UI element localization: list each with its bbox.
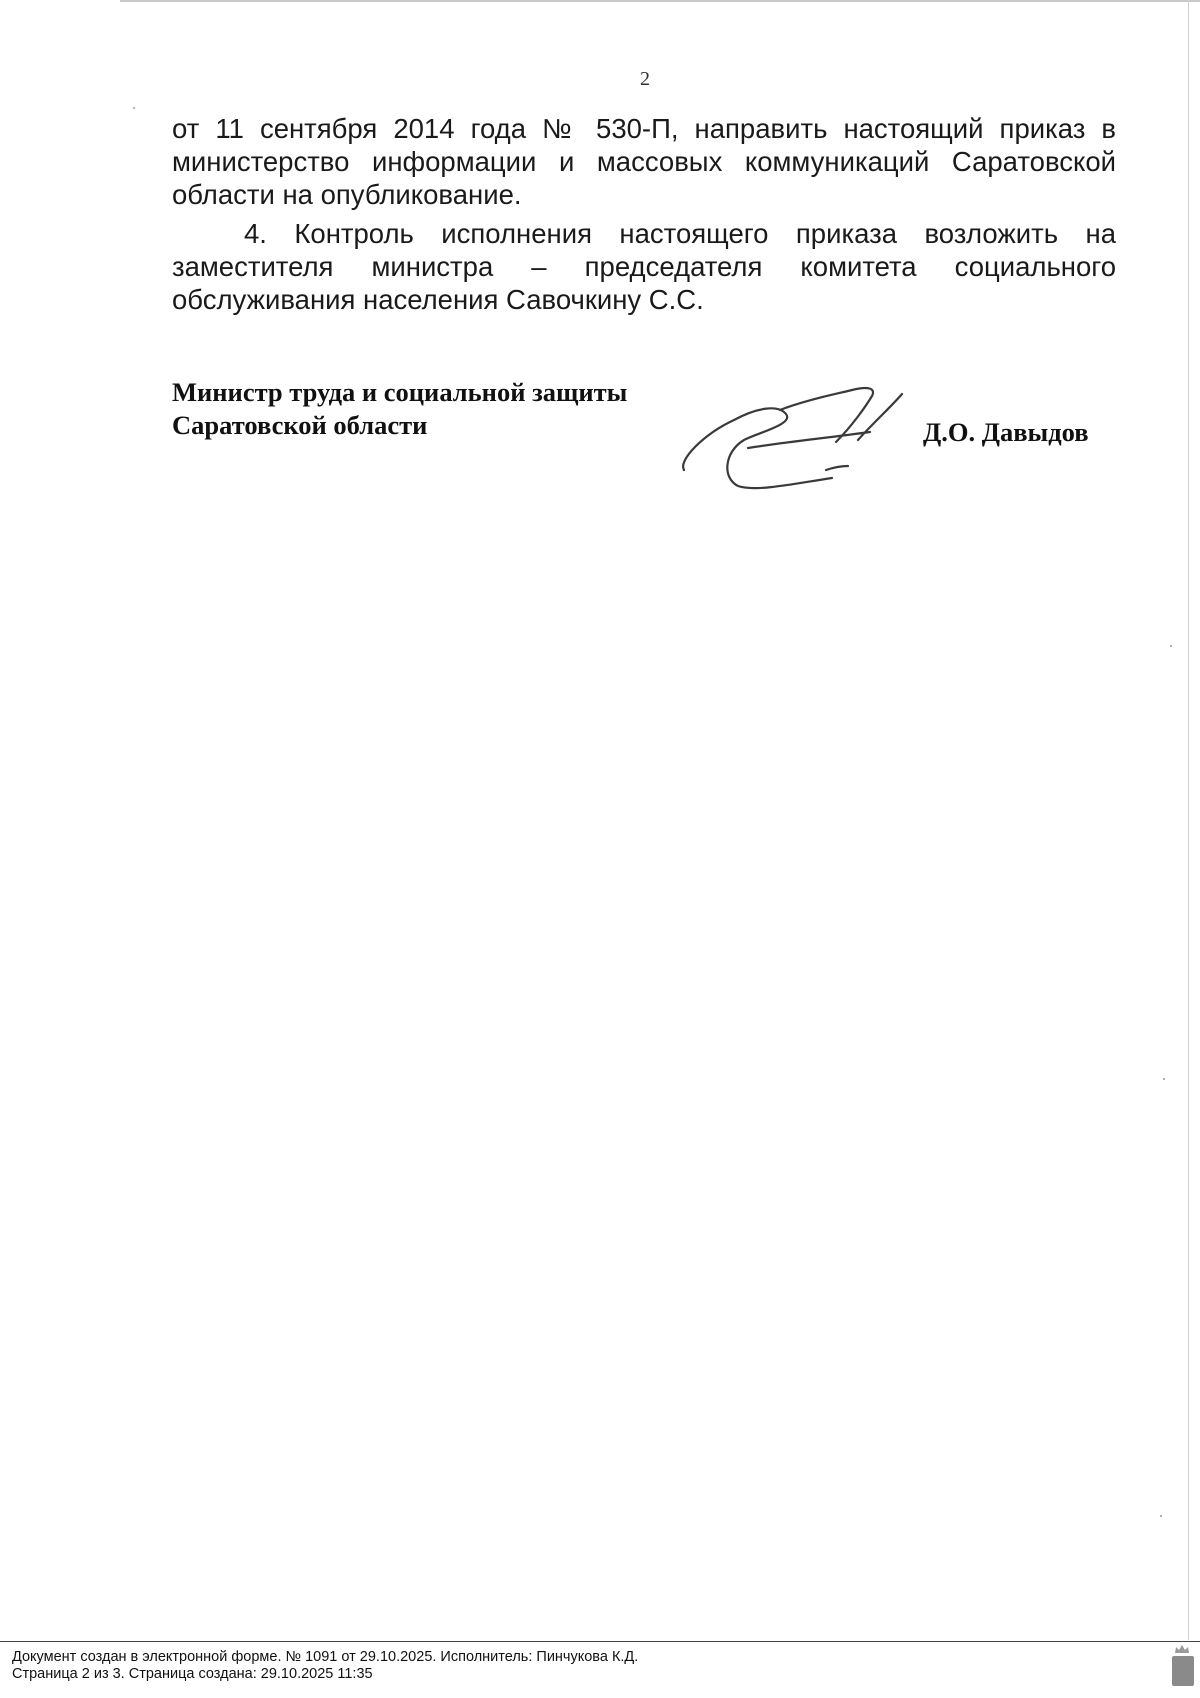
signatory-position-line-1: Министр труда и социальной защиты xyxy=(172,377,628,407)
footer-document-info: Документ создан в электронной форме. № 1091 от 29.10.2025. Исполнитель: Пинчукова К.Д. xyxy=(12,1649,639,1665)
scan-speck xyxy=(1170,645,1172,647)
document-stamp-icon xyxy=(1172,1656,1194,1686)
footer-page-info: Страница 2 из 3. Страница создана: 29.10.2025 11:35 xyxy=(12,1666,373,1682)
document-body xyxy=(172,112,1116,316)
signature-stroke-tail xyxy=(826,466,848,470)
signature-stroke-loop xyxy=(683,408,832,488)
signatory-name: Д.О. Давыдов xyxy=(923,417,1089,447)
footer-divider xyxy=(0,1641,1200,1642)
signatory-position xyxy=(172,376,627,442)
scan-speck xyxy=(1160,1515,1162,1517)
signature-stroke-bar xyxy=(748,432,870,448)
page-number: 2 xyxy=(640,68,650,90)
document-footer xyxy=(12,1649,638,1683)
signature-stroke-flourish xyxy=(858,394,902,440)
scan-speck xyxy=(1163,1078,1165,1080)
paragraph-control: 4. Контроль исполнения настоящего приказа возложить на заместителя министра – председателя комитета социального обслуживания населения Савочкину С.С. xyxy=(172,218,1116,315)
paragraph-publication: от 11 сентября 2014 года № 530-П, направить настоящий приказ в министерство информации и массовых коммуникаций Саратовской области на опубликование. xyxy=(172,113,1116,210)
signatory-position-line-2: Саратовской области xyxy=(172,410,428,440)
scan-speck xyxy=(133,107,135,109)
scan-right-edge xyxy=(1188,0,1189,1640)
coat-of-arms-icon xyxy=(1174,1644,1190,1654)
handwritten-signature xyxy=(676,380,936,494)
scan-top-edge xyxy=(120,0,1200,2)
